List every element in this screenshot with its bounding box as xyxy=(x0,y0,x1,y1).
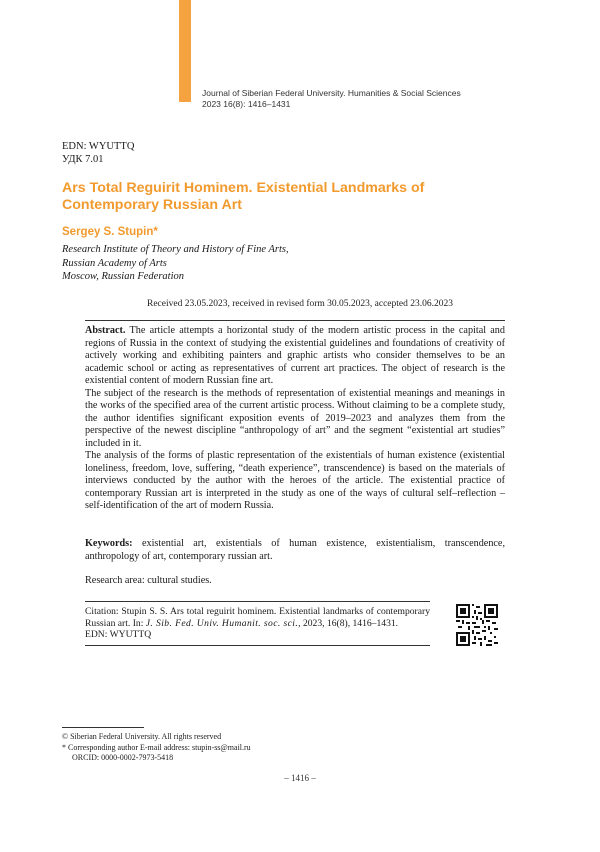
footnotes xyxy=(62,732,251,764)
keywords-label: Keywords: xyxy=(85,538,133,549)
abstract-paragraph: The analysis of the forms of plastic representation of the existentials of human existence (existential loneliness, freedom, love, suffering, “death experience”, transcendence) is based on the materials of interviews conducted by the author with the heroes of the article. The existential practice of contemporary Russian art is interpreted in the study as one of the ways of cultural self–reflection – self-identification of the art of modern Russia. xyxy=(85,450,505,511)
article-title: Ars Total Reguirit Hominem. Existential Landmarks of Contemporary Russian Art xyxy=(62,180,425,213)
header-accent-bar xyxy=(179,0,191,102)
citation-journal: J. Sib. Fed. Univ. Humanit. soc. sci. xyxy=(145,617,299,629)
abstract-text: The article attempts a horizontal study of the modern artistic process in the capital and regions of Russia in the context of studying the existential guidelines and foundations of creativity of actively working and exhibiting painters and graphic artists who consider themselves to be an academic school or acting as representatives of current art practices. The object of research is the existential content of modern Russian fine art. xyxy=(85,325,505,386)
research-area: Research area: cultural studies. xyxy=(85,575,212,586)
page-number: – 1416 – xyxy=(284,773,316,783)
journal-volume: 2023 16(8): 1416–1431 xyxy=(202,99,291,109)
abstract-label: Abstract. xyxy=(85,325,126,336)
orcid-note: ORCID: 0000-0002-7973-5418 xyxy=(72,753,174,762)
citation-post: , 2023, 16(8), 1416–1431. xyxy=(298,617,399,629)
citation-bottom-rule xyxy=(85,645,430,646)
edn-id: EDN: WYUTTQ xyxy=(62,141,135,152)
abstract xyxy=(85,325,505,513)
journal-name: Journal of Siberian Federal University. Humanities & Social Sciences xyxy=(202,88,461,98)
citation-block xyxy=(85,606,430,641)
citation-top-rule xyxy=(85,601,430,602)
copyright-note: © Siberian Federal University. All rights reserved xyxy=(62,732,222,741)
keywords-text: existential art, existentials of human existence, existentialism, transcendence, anthropology of art, contemporary russian art. xyxy=(85,538,505,562)
author-name: Sergey S. Stupin* xyxy=(62,226,158,238)
affiliation-line: Research Institute of Theory and History of Fine Arts, xyxy=(62,244,289,255)
udk-id: УДК 7.01 xyxy=(62,154,104,165)
corresponding-author-note: * Corresponding author E-mail address: stupin-ss@mail.ru xyxy=(62,742,251,752)
abstract-paragraph xyxy=(85,325,505,388)
abstract-top-rule xyxy=(85,320,505,321)
qr-code-icon xyxy=(456,604,498,646)
citation-text xyxy=(85,606,430,629)
footnote-rule xyxy=(62,727,144,728)
journal-header xyxy=(202,88,461,110)
received-dates: Received 23.05.2023, received in revised form 30.05.2023, accepted 23.06.2023 xyxy=(146,299,454,309)
citation-pre: Citation: Stupin S. S. Ars total reguirit hominem. Existential landmarks of contemporary Russian art. In: xyxy=(85,606,430,629)
identifiers xyxy=(62,140,134,166)
keywords xyxy=(85,538,505,563)
abstract-paragraph: The subject of the research is the methods of representation of existential meanings and meanings in the works of the specified area of the current artistic process. Without claiming to be a complete study, the author identifies significant exposition events of 2019–2023 and analyzes them from the perspective of the newest discipline “anthropology of art” and the segment “existential art studies” included in it. xyxy=(85,387,505,449)
citation-edn: EDN: WYUTTQ xyxy=(85,629,152,640)
author-affiliation xyxy=(62,243,289,284)
affiliation-line: Russian Academy of Arts xyxy=(62,257,167,269)
affiliation-line: Moscow, Russian Federation xyxy=(62,271,185,282)
